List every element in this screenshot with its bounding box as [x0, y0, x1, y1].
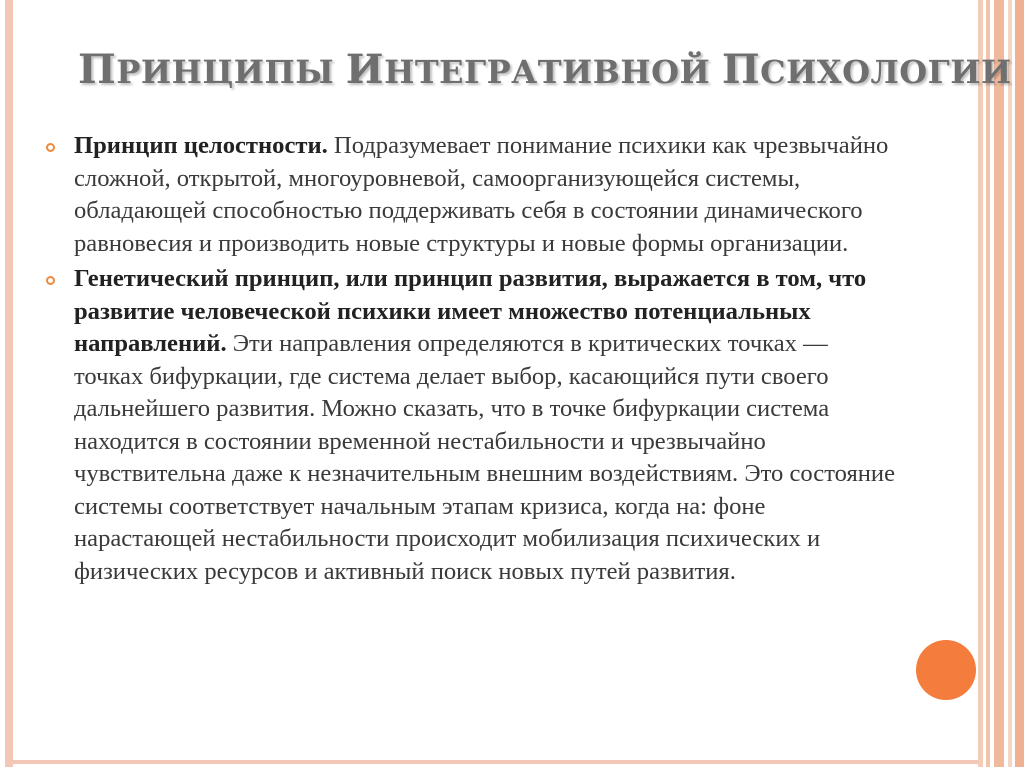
- title-part: РИНЦИПЫ: [116, 53, 346, 91]
- bullet-heading: Принцип целостности.: [74, 132, 328, 159]
- bullet-item-integrity: [40, 130, 900, 260]
- right-border-stripe: [1008, 0, 1012, 767]
- title-initial: П: [721, 46, 761, 93]
- slide-title: [78, 46, 1012, 93]
- ring-bullet-icon: [46, 276, 55, 285]
- right-border-stripe: [978, 0, 983, 767]
- bullet-heading: Генетический принцип, или принцип развития, выражается в том, что развитие человеческой психики имеет множество потенциальных направлений.: [74, 265, 867, 357]
- title-part: СИХОЛОГИИ: [760, 53, 1012, 91]
- title-part: НТЕГРАТИВНОЙ: [384, 53, 722, 91]
- title-initial: И: [345, 46, 385, 93]
- title-initial: П: [78, 46, 117, 93]
- right-border-stripe: [994, 0, 1004, 767]
- bullet-list: [40, 130, 900, 591]
- bottom-border-line: [13, 760, 978, 764]
- right-border-stripe: [986, 0, 990, 767]
- bullet-text: Эти направления определяются в критических точках — точках бифуркации, где система делает выбор, касающийся пути своего дальнейшего развития. Можно сказать, что в точке бифуркации система находится в состоянии временной нестабильности и чрезвычайно чувствительна даже к незначительным внешним воздействиям. Это состояние системы соответствует начальным этапам кризиса, когда на: фоне нарастающей нестабильности происходит мобилизация психических и физических ресурсов и активный поиск новых путей развития.: [74, 330, 895, 585]
- left-border-stripe: [5, 0, 13, 767]
- ring-bullet-icon: [46, 143, 55, 152]
- decorative-circle-icon: [916, 640, 976, 700]
- right-border-stripe: [1015, 0, 1024, 767]
- bullet-item-genetic: [40, 263, 900, 588]
- bullet-text: Подразумевает понимание психики как чрезвычайно сложной, открытой, многоуровневой, самоорганизующейся системы, обладающей способностью поддерживать себя в состоянии динамического равновесия и производить новые структуры и новые формы организации.: [74, 132, 889, 257]
